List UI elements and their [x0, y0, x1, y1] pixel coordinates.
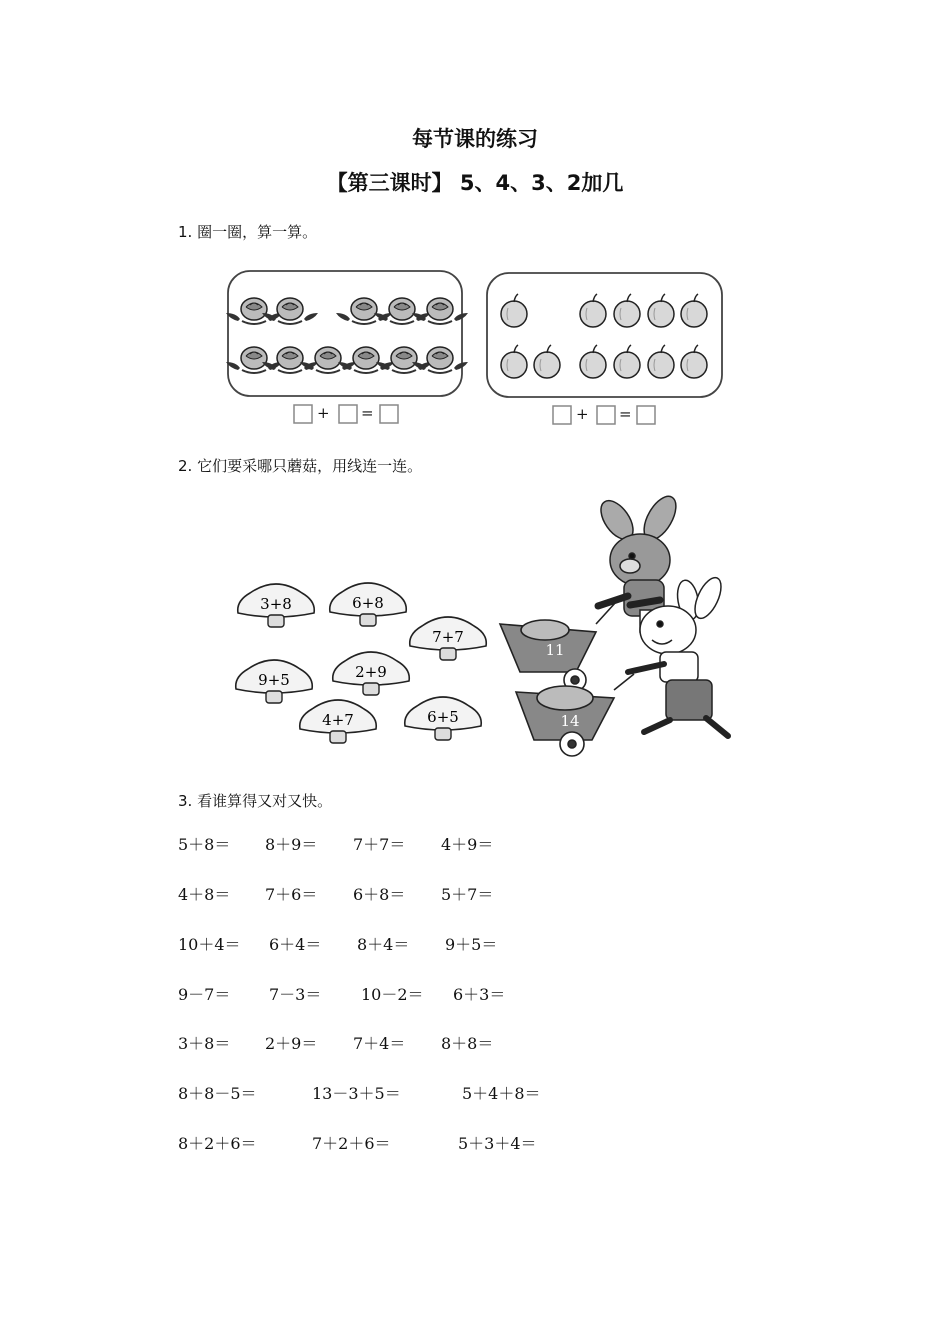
apple-icon	[501, 294, 707, 378]
mushroom-label: 9+5	[258, 671, 290, 689]
exercise-item: 8＋2＋6＝	[178, 1134, 257, 1153]
exercise-row	[178, 982, 778, 1004]
mushroom-label: 6+8	[352, 594, 384, 612]
exercise-item: 8＋9＝	[265, 835, 318, 854]
exercise-row	[178, 832, 778, 854]
plus-sign: +	[576, 405, 589, 423]
exercise-item: 7＋2＋6＝	[312, 1134, 391, 1153]
cart-label: 11	[545, 641, 565, 659]
page-title: 每节课的练习	[412, 127, 538, 151]
exercise-item: 6＋3＝	[453, 985, 506, 1004]
exercise-row	[178, 882, 778, 904]
exercise-item: 9－7＝	[178, 985, 231, 1004]
question-1-prompt: 1. 圈一圈，算一算。	[178, 223, 318, 241]
answer-box[interactable]	[339, 405, 357, 423]
answer-box[interactable]	[597, 406, 615, 424]
rose-icon	[226, 298, 468, 373]
exercise-item: 6＋4＝	[269, 935, 322, 954]
answer-box[interactable]	[637, 406, 655, 424]
plus-sign: +	[317, 404, 330, 422]
mushroom-label: 2+9	[355, 663, 387, 681]
exercise-row	[178, 932, 778, 954]
exercise-item: 8＋8－5＝	[178, 1084, 257, 1103]
exercise-item: 8＋4＝	[357, 935, 410, 954]
exercise-item: 10＋4＝	[178, 935, 241, 954]
exercise-item: 5＋8＝	[178, 835, 231, 854]
exercise-item: 3＋8＝	[178, 1034, 231, 1053]
exercise-item: 6＋8＝	[353, 885, 406, 904]
mushroom-label: 3+8	[260, 595, 292, 613]
rose-box	[228, 271, 462, 396]
exercise-item: 7＋7＝	[353, 835, 406, 854]
mushroom-label: 6+5	[427, 708, 459, 726]
equals-sign: =	[619, 405, 632, 423]
exercise-item: 4＋8＝	[178, 885, 231, 904]
exercise-item: 13－3＋5＝	[312, 1084, 401, 1103]
mushroom-label: 7+7	[432, 628, 464, 646]
answer-box[interactable]	[380, 405, 398, 423]
exercise-row	[178, 1081, 778, 1103]
exercise-item: 7＋4＝	[353, 1034, 406, 1053]
lesson-subtitle: 【第三课时】 5、4、3、2加几	[326, 171, 624, 195]
question-2-prompt: 2. 它们要采哪只蘑菇，用线连一连。	[178, 457, 423, 475]
exercise-item: 8＋8＝	[441, 1034, 494, 1053]
equals-sign: =	[361, 404, 374, 422]
exercise-item: 2＋9＝	[265, 1034, 318, 1053]
question-3-prompt: 3. 看谁算得又对又快。	[178, 792, 333, 810]
cart-label: 14	[560, 712, 580, 730]
exercise-row	[178, 1131, 778, 1153]
exercise-item: 5＋4＋8＝	[462, 1084, 541, 1103]
exercise-item: 4＋9＝	[441, 835, 494, 854]
exercise-item: 7－3＝	[269, 985, 322, 1004]
mushroom-label: 4+7	[322, 711, 354, 729]
exercise-item: 7＋6＝	[265, 885, 318, 904]
exercise-item: 9＋5＝	[445, 935, 498, 954]
apple-box	[487, 273, 722, 397]
answer-box[interactable]	[553, 406, 571, 424]
exercise-row	[178, 1031, 778, 1053]
answer-box[interactable]	[294, 405, 312, 423]
exercise-item: 10－2＝	[361, 985, 424, 1004]
exercise-item: 5＋3＋4＝	[458, 1134, 537, 1153]
exercise-item: 5＋7＝	[441, 885, 494, 904]
